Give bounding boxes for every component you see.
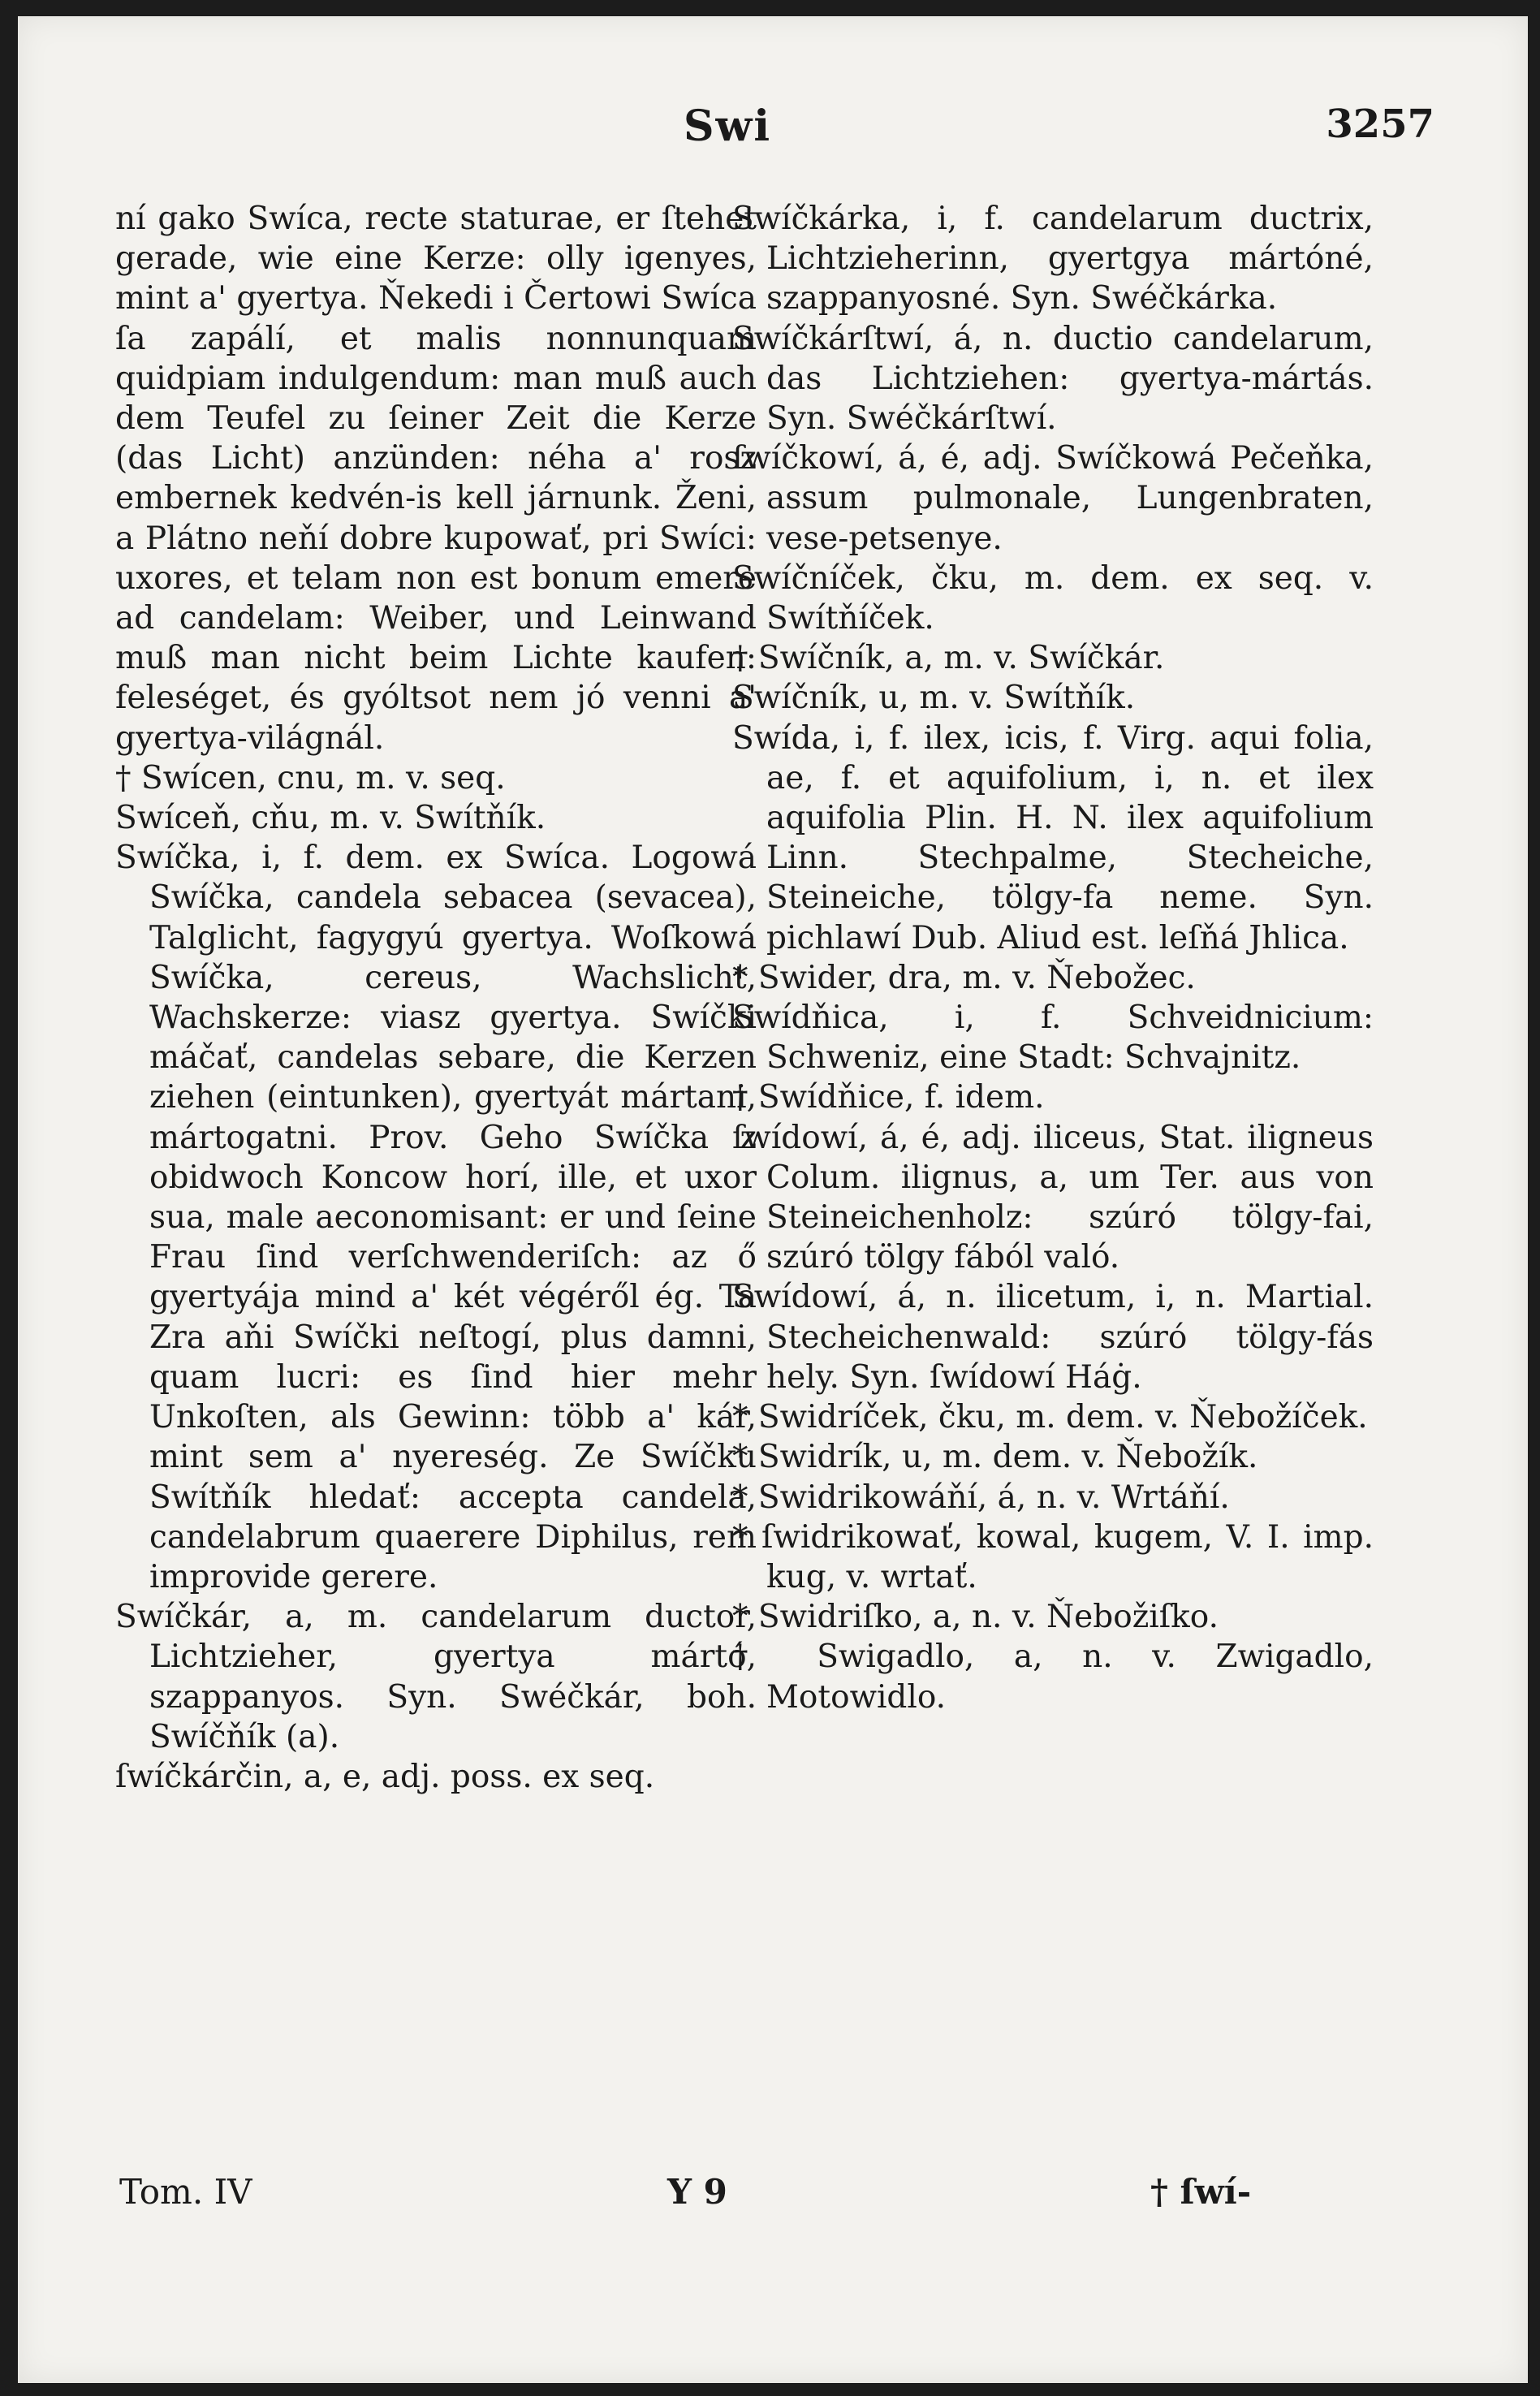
dictionary-entry: * ſwidrikowať, kowal, kugem, V. I. imp. kug, v. wrtať. — [732, 1518, 1374, 1595]
page-footer — [18, 2172, 1528, 2221]
dictionary-entry: Swídňica, i, f. Schveidnicium: Schweniz, eine Stadt: Schvajnitz. — [732, 999, 1374, 1077]
catchword: † ſwí- — [1150, 2172, 1252, 2212]
dictionary-entry: Swíčka, i, f. dem. ex Swíca. Logowá Swíčka, candela sebacea (sevacea), Talglicht, fagygyú gyertya. Woſkowá Swíčka, cereus, Wachslicht, Wachskerze: viasz gyertya. Swíčki máčať, candelas sebare, die Kerzen ziehen (eintunken), gyertyát mártani, mártogatni. Prov. Geho Swíčka z obidwoch Koncow horí, ille, et uxor sua, male aeconomisant: er und ſeine Frau ſind verſchwenderiſch: az ő gyertyája mind a' két végéről ég. Ta Zra aňi Swíčki neſtogí, plus damni, quam lucri: es ſind hier mehr Unkoſten, als Gewinn: több a' kár, mint sem a' nyereség. Ze Swíčku Swítňík hledať: accepta candela, candelabrum quaerere Diphilus, rem improvide gerere. — [115, 840, 757, 1595]
running-head: Swi — [684, 101, 772, 151]
dictionary-entry: † Swídňice, f. idem. — [732, 1079, 1045, 1116]
dictionary-page — [18, 16, 1528, 2383]
dictionary-entry: * Swidriſko, a, n. v. Ňebožiſko. — [732, 1599, 1219, 1636]
dictionary-entry: † Swíčník, a, m. v. Swíčkár. — [732, 640, 1165, 677]
dictionary-entry: * Swider, dra, m. v. Ňebožec. — [732, 959, 1196, 996]
dictionary-entry: Swíčkár, a, m. candelarum ductor, Lichtzieher, gyertya mártó, szappanyos. Syn. Swéčkár, boh. Swíčňík (a). — [115, 1599, 757, 1755]
dictionary-entry: * Swidrikowáňí, á, n. v. Wrtáňí. — [732, 1479, 1230, 1516]
dictionary-entry: * Swidrík, u, m. dem. v. Ňebožík. — [732, 1439, 1258, 1476]
dictionary-entry: † Swícen, cnu, m. v. seq. — [115, 759, 506, 797]
dictionary-entry: Swídowí, á, n. ilicetum, i, n. Martial. Stecheichenwald: szúró tölgy-fás hely. Syn. ſwídowí Háġ. — [732, 1279, 1374, 1396]
dictionary-entry: ſwídowí, á, é, adj. iliceus, Stat. iligneus Colum. ilignus, a, um Ter. aus von Steineichenholz: szúró tölgy-fai, szúró tölgy fából való. — [732, 1119, 1374, 1276]
dictionary-entry: ſwíčkárčin, a, e, adj. poss. ex seq. — [115, 1758, 655, 1795]
dictionary-entry: * Swidríček, čku, m. dem. v. Ňebožíček. — [732, 1399, 1368, 1436]
dictionary-entry: Swída, i, f. ilex, icis, f. Virg. aqui folia, ae, f. et aquifolium, i, n. et ilex aquifolia Plin. H. N. ilex aquifolium Linn. Stechpalme, Stecheiche, Steineiche, tölgy-fa neme. Syn. pichlawí Dub. Aliud est. leſňá Jhlica. — [732, 719, 1374, 956]
page-header — [18, 101, 1528, 158]
dictionary-entry: † Swigadlo, a, n. v. Zwigadlo, Motowidlo. — [732, 1638, 1374, 1716]
page-number: 3257 — [1326, 101, 1434, 147]
dictionary-entry: Swíčkárka, i, f. candelarum ductrix, Lichtzieherinn, gyertgya mártóné, szappanyosné. Syn. Swéčkárka. — [732, 201, 1374, 317]
right-column — [732, 199, 1374, 1717]
left-column — [115, 199, 757, 1797]
dictionary-entry: Swíčníček, čku, m. dem. ex seq. v. Swítňíček. — [732, 559, 1374, 637]
signature-mark: Y 9 — [667, 2172, 727, 2212]
dictionary-entry: Swíčkárſtwí, á, n. ductio candelarum, das Lichtziehen: gyertya-mártás. Syn. Swéčkárſtwí. — [732, 320, 1374, 438]
volume-label: Tom. IV — [119, 2172, 252, 2212]
dictionary-entry: ſwíčkowí, á, é, adj. Swíčkowá Pečeňka, assum pulmonale, Lungenbraten, vese-petsenye. — [732, 440, 1374, 557]
dictionary-entry: ní gako Swíca, recte staturae, er ſtehet gerade, wie eine Kerze: olly igenyes, mint a' gyertya. Ňekedi i Čertowi Swíca ſa zapálí, et malis nonnunquam quidpiam indulgendum: man muß auch dem Teufel zu ſeiner Zeit die Kerze (das Licht) anzünden: néha a' rosz embernek kedvén-is kell járnunk. Ženi, a Plátno neňí dobre kupowať, pri Swíci: uxores, et telam non est bonum emere ad candelam: Weiber, und Leinwand muß man nicht beim Lichte kaufen: feleséget, és gyóltsot nem jó venni a' gyertya-világnál. — [115, 201, 757, 757]
dictionary-entry: Swíceň, cňu, m. v. Swítňík. — [115, 800, 546, 837]
dictionary-entry: Swíčník, u, m. v. Swítňík. — [732, 680, 1136, 717]
